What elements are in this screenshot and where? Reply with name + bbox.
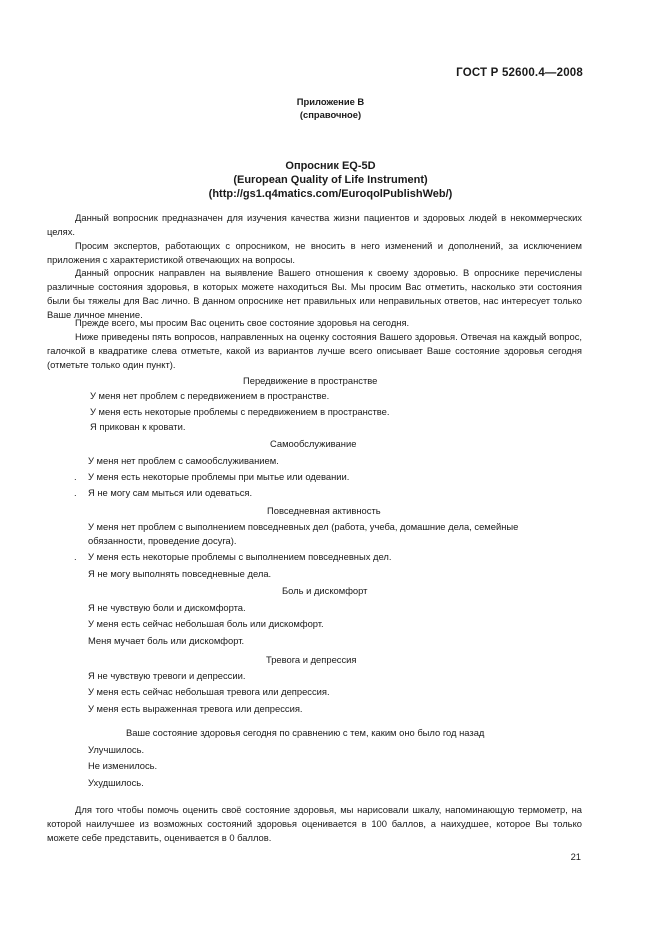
intro-paragraph: Ниже приведены пять вопросов, направленных на оценку состояния Вашего здоровья. Отвечая на каждый вопрос, галочкой в квадратике слева отметьте, какой из вариантов лучше всего описывает Ваше состояние здоровья сегодня (отметьте только один пункт). xyxy=(47,331,582,370)
answer-option[interactable]: У меня нет проблем с самообслуживанием. xyxy=(88,455,279,466)
appendix-subtitle: (справочное) xyxy=(299,109,362,120)
section-title-pain: Боль и дискомфорт xyxy=(282,585,368,596)
bullet-mark: . xyxy=(74,487,77,498)
bullet-mark: . xyxy=(74,471,77,482)
intro-paragraph: Данный вопросник предназначен для изучения качества жизни пациентов и здоровых людей в некоммерческих целях. xyxy=(47,212,582,237)
closing-paragraph: Для того чтобы помочь оценить своё состояние здоровья, мы нарисовали шкалу, напоминающую термометр, на которой наилучшее из возможных состояний здоровья оценивается в 100 баллов, а наихудшее, которое Вы только можете себе представить, оценивается в 0 баллов. xyxy=(47,804,582,843)
answer-option[interactable]: У меня нет проблем с выполнением повседневных дел (работа, учеба, домашние дела, семейные обязанности, проведение досуга). xyxy=(88,521,519,546)
answer-option[interactable]: У меня есть выраженная тревога или депрессия. xyxy=(88,703,303,714)
section-title-mobility: Передвижение в пространстве xyxy=(243,375,378,386)
answer-option[interactable]: Я не могу выполнять повседневные дела. xyxy=(88,568,272,579)
answer-option[interactable]: Я не чувствую тревоги и депрессии. xyxy=(88,670,246,681)
answer-option[interactable]: Улучшилось. xyxy=(88,744,145,755)
page-number: 21 xyxy=(570,851,581,862)
answer-option[interactable]: Меня мучает боль или дискомфорт. xyxy=(88,635,245,646)
section-title-activity: Повседневная активность xyxy=(267,505,381,516)
questionnaire-subtitle: (European Quality of Life Instrument) xyxy=(233,174,428,186)
answer-option[interactable]: Не изменилось. xyxy=(88,760,158,771)
intro-paragraph: Прежде всего, мы просим Вас оценить свое состояние здоровья на сегодня. xyxy=(75,317,410,328)
intro-paragraph: Данный опросник направлен на выявление Вашего отношения к своему здоровью. В опроснике перечислены различные состояния здоровья, в которых можете находиться Вы. Мы просим Вас отметить, насколько эти состояния были бы тяжелы для Вас лично. В данном опроснике нет правильных или неправильных ответов, нас интересует только Ваше личное мнение. xyxy=(47,267,582,320)
answer-option[interactable]: Ухудшилось. xyxy=(88,777,144,788)
answer-option[interactable]: Я не могу сам мыться или одеваться. xyxy=(88,487,253,498)
answer-option[interactable]: У меня есть некоторые проблемы при мытье или одевании. xyxy=(88,471,350,482)
answer-option[interactable]: Я прикован к кровати. xyxy=(90,421,186,432)
section-title-selfcare: Самообслуживание xyxy=(270,438,357,449)
answer-option[interactable]: У меня есть некоторые проблемы с передвижением в пространстве. xyxy=(90,406,390,417)
answer-option[interactable]: У меня есть сейчас небольшая тревога или депрессия. xyxy=(88,686,330,697)
document-header: ГОСТ Р 52600.4—2008 xyxy=(456,67,583,79)
section-title-comparison: Ваше состояние здоровья сегодня по сравнению с тем, каким оно было год назад xyxy=(126,727,485,738)
answer-option[interactable]: У меня есть некоторые проблемы с выполнением повседневных дел. xyxy=(88,551,392,562)
questionnaire-url: (http://gs1.q4matics.com/EuroqolPublishWeb/) xyxy=(208,188,453,200)
answer-option[interactable]: У меня есть сейчас небольшая боль или дискомфорт. xyxy=(88,618,324,629)
appendix-title: Приложение В xyxy=(296,96,365,107)
bullet-mark: . xyxy=(74,551,77,562)
intro-paragraph: Просим экспертов, работающих с опросником, не вносить в него изменений и дополнений, за исключением приложения с характеристикой отвечающих на вопросы. xyxy=(47,240,582,265)
questionnaire-title: Опросник EQ-5D xyxy=(285,160,376,172)
answer-option[interactable]: Я не чувствую боли и дискомфорта. xyxy=(88,602,246,613)
section-title-anxiety: Тревога и депрессия xyxy=(266,654,357,665)
answer-option[interactable]: У меня нет проблем с передвижением в пространстве. xyxy=(90,390,330,401)
